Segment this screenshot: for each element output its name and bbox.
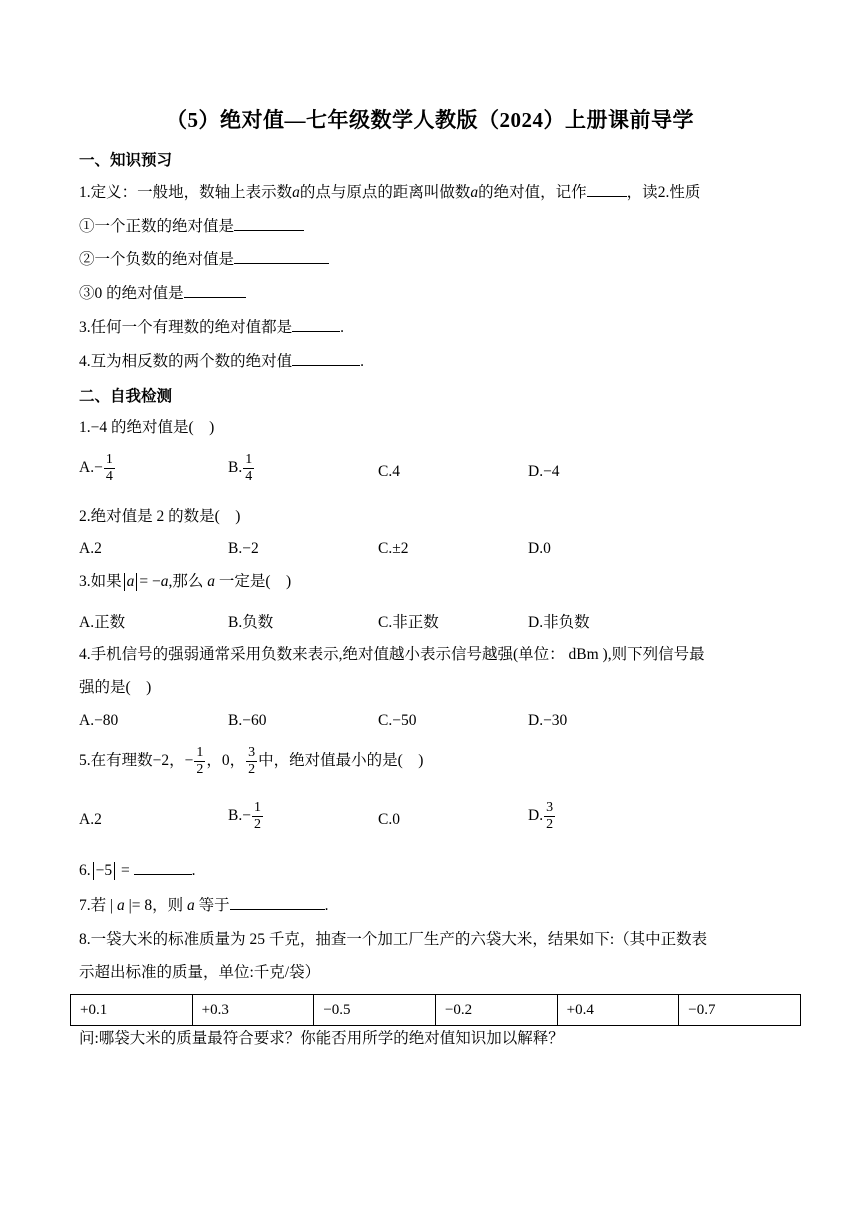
section-heading-preview: 一、知识预习 (79, 152, 173, 169)
rice-weight-table (70, 994, 801, 1026)
option-c[interactable]: C.±2 (378, 540, 409, 557)
section-heading-selftest: 二、自我检测 (79, 388, 173, 405)
table-cell: −0.7 (679, 995, 801, 1026)
selftest-q7: 7.若 | a |= 8，则 a 等于 . (79, 897, 329, 914)
option-c[interactable]: C.−50 (378, 712, 417, 729)
option-c[interactable]: C.非正数 (378, 614, 439, 631)
option-a[interactable]: A.正数 (79, 614, 126, 631)
option-d[interactable]: D.−4 (528, 463, 560, 480)
selftest-q4-line2: 强的是( ) (79, 679, 152, 696)
option-d[interactable]: D.0 (528, 540, 551, 557)
option-a[interactable]: A.2 (79, 540, 102, 557)
selftest-q4-line1: 4.手机信号的强弱通常采用负数来表示,绝对值越小表示信号越强(单位： dBm ),则下列信号最 (79, 646, 705, 663)
option-b[interactable]: B.−2 (228, 540, 259, 557)
table-row (71, 995, 801, 1026)
selftest-q5-stem: 5.在有理数−2，− $\frac{1}{2}$ ，0， $\frac{3}{2}$ 中，绝对值最小的是( ) (79, 744, 424, 777)
table-cell: +0.4 (557, 995, 679, 1026)
answer-blank[interactable] (587, 182, 627, 197)
page-title: （5）绝对值—七年级数学人教版（2024）上册课前导学 (166, 108, 694, 132)
preview-p2: ②一个负数的绝对值是 (79, 249, 329, 270)
selftest-q1-stem: 1.−4 的绝对值是( ) (79, 419, 215, 436)
answer-blank[interactable] (292, 351, 360, 366)
table-cell: −0.2 (435, 995, 557, 1026)
option-b[interactable]: B.负数 (228, 614, 274, 631)
option-b[interactable]: B.− $\frac{1}{2}$ (228, 800, 261, 832)
answer-blank[interactable] (234, 216, 304, 231)
table-cell: −0.5 (314, 995, 436, 1026)
option-a[interactable]: A.−80 (79, 712, 119, 729)
preview-q3: 3.任何一个有理数的绝对值都是 . (79, 319, 345, 336)
preview-p1: ①一个正数的绝对值是 (79, 216, 304, 237)
option-a[interactable]: A.− $\frac{1}{4}$ (79, 452, 113, 484)
selftest-q3-stem: 3.如果 a = −a,那么 a 一定是( ) (79, 573, 292, 590)
answer-blank[interactable] (234, 249, 329, 264)
answer-blank[interactable] (230, 895, 325, 910)
option-b[interactable]: B.−60 (228, 712, 267, 729)
option-d[interactable]: D.−30 (528, 712, 568, 729)
option-c[interactable]: C.0 (378, 811, 400, 828)
selftest-q8-line2: 示超出标准的质量，单位:千克/袋） (79, 964, 321, 981)
option-c[interactable]: C.4 (378, 463, 400, 480)
selftest-q8-line1: 8.一袋大米的标准质量为 25 千克，抽查一个加工厂生产的六袋大米，结果如下:（其中正数表 (79, 931, 708, 948)
answer-blank[interactable] (134, 860, 192, 875)
answer-blank[interactable] (292, 317, 340, 332)
option-b[interactable]: B. $\frac{1}{4}$ (228, 452, 253, 484)
option-d[interactable]: D.非负数 (528, 614, 590, 631)
preview-q1: 1.定义：一般地，数轴上表示数a的点与原点的距离叫做数a的绝对值，记作 ，读2.性质 (79, 184, 701, 201)
option-a[interactable]: A.2 (79, 811, 102, 828)
selftest-q2-stem: 2.绝对值是 2 的数是( ) (79, 508, 241, 525)
selftest-q8-question: 问:哪袋大米的质量最符合要求？你能否用所学的绝对值知识加以解释？ (79, 1030, 564, 1047)
selftest-q6: 6. −5 = . (79, 862, 196, 879)
table-cell: +0.1 (71, 995, 193, 1026)
preview-q4: 4.互为相反数的两个数的绝对值 . (79, 353, 365, 370)
table-cell: +0.3 (192, 995, 314, 1026)
answer-blank[interactable] (184, 283, 246, 298)
option-d[interactable]: D. $\frac{3}{2}$ (528, 800, 554, 832)
preview-p3: ③0 的绝对值是 (79, 283, 246, 304)
